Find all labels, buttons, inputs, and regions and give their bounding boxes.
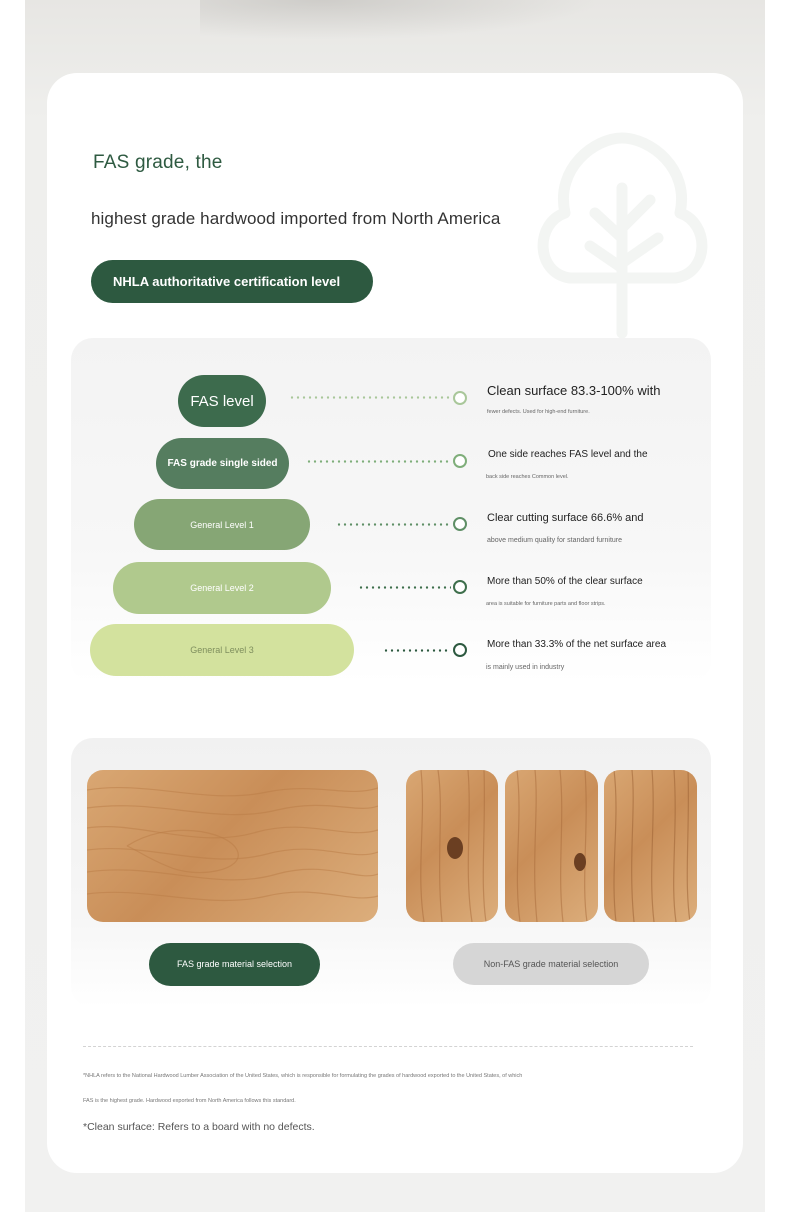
non-fas-material-label: Non-FAS grade material selection <box>453 943 649 985</box>
footnote-clean-surface: *Clean surface: Refers to a board with no defects. <box>83 1121 315 1133</box>
grade-connector <box>336 523 451 526</box>
divider <box>83 1046 693 1047</box>
grade-connector <box>306 460 451 463</box>
grade-label: FAS level <box>190 392 254 410</box>
ring-marker-icon <box>453 391 467 405</box>
ring-marker-icon <box>453 454 467 468</box>
grade-pill-general-level-2 <box>113 562 331 614</box>
top-photo-shade <box>200 0 600 40</box>
grade-description-sub: is mainly used in industry <box>486 664 565 671</box>
grade-label: FAS grade single sided <box>167 458 278 469</box>
footnote-nhla-line-1: *NHLA refers to the National Hardwood Lumber Association of the United States, which is responsible for formulating the grades of hardwood exported to the United States, of which <box>83 1073 523 1079</box>
grade-description: One side reaches FAS level and the <box>488 449 648 460</box>
grade-description: More than 50% of the clear surface <box>487 576 643 587</box>
fas-material-label: FAS grade material selection <box>149 943 320 986</box>
grade-pill-fas-single-sided <box>156 438 289 489</box>
non-fas-wood-sample-2 <box>505 770 598 922</box>
wood-grain-image <box>604 770 697 922</box>
grade-connector <box>358 586 451 589</box>
grade-pill-general-level-1 <box>134 499 310 550</box>
fas-wood-sample <box>87 770 378 922</box>
non-fas-wood-sample-3 <box>604 770 697 922</box>
grade-description-sub: back side reaches Common level. <box>486 474 569 480</box>
non-fas-wood-sample-1 <box>406 770 498 922</box>
grade-description: Clear cutting surface 66.6% and <box>487 512 644 524</box>
grade-pill-general-level-3 <box>90 624 354 676</box>
grade-connector <box>383 649 451 652</box>
ring-marker-icon <box>453 643 467 657</box>
grade-label: General Level 2 <box>190 583 254 593</box>
wood-grain-image <box>87 770 378 922</box>
grade-description-sub: above medium quality for standard furniture <box>487 537 623 544</box>
wood-knot <box>447 837 463 859</box>
grade-description-sub: fewer defects. Used for high-end furniture. <box>487 409 590 415</box>
heading-highest-grade: highest grade hardwood imported from North America <box>91 209 501 228</box>
wood-grain-image <box>406 770 498 922</box>
ring-marker-icon <box>453 580 467 594</box>
grade-pill-fas <box>178 375 266 427</box>
ring-marker-icon <box>453 517 467 531</box>
grade-description-sub: area is suitable for furniture parts and floor strips. <box>486 601 606 607</box>
footnote-nhla-line-2: FAS is the highest grade. Hardwood exported from North America follows this standard. <box>83 1098 296 1104</box>
wood-grain-image <box>505 770 598 922</box>
grade-connector <box>289 396 451 399</box>
tree-icon <box>530 128 715 340</box>
heading-fas-grade: FAS grade, the <box>93 152 223 173</box>
certification-badge: NHLA authoritative certification level <box>91 260 373 303</box>
grade-label: General Level 1 <box>190 519 254 530</box>
grade-description: More than 33.3% of the net surface area <box>487 639 666 650</box>
grade-description: Clean surface 83.3-100% with <box>487 383 661 398</box>
grade-label: General Level 3 <box>190 645 254 655</box>
wood-knot <box>574 853 586 871</box>
